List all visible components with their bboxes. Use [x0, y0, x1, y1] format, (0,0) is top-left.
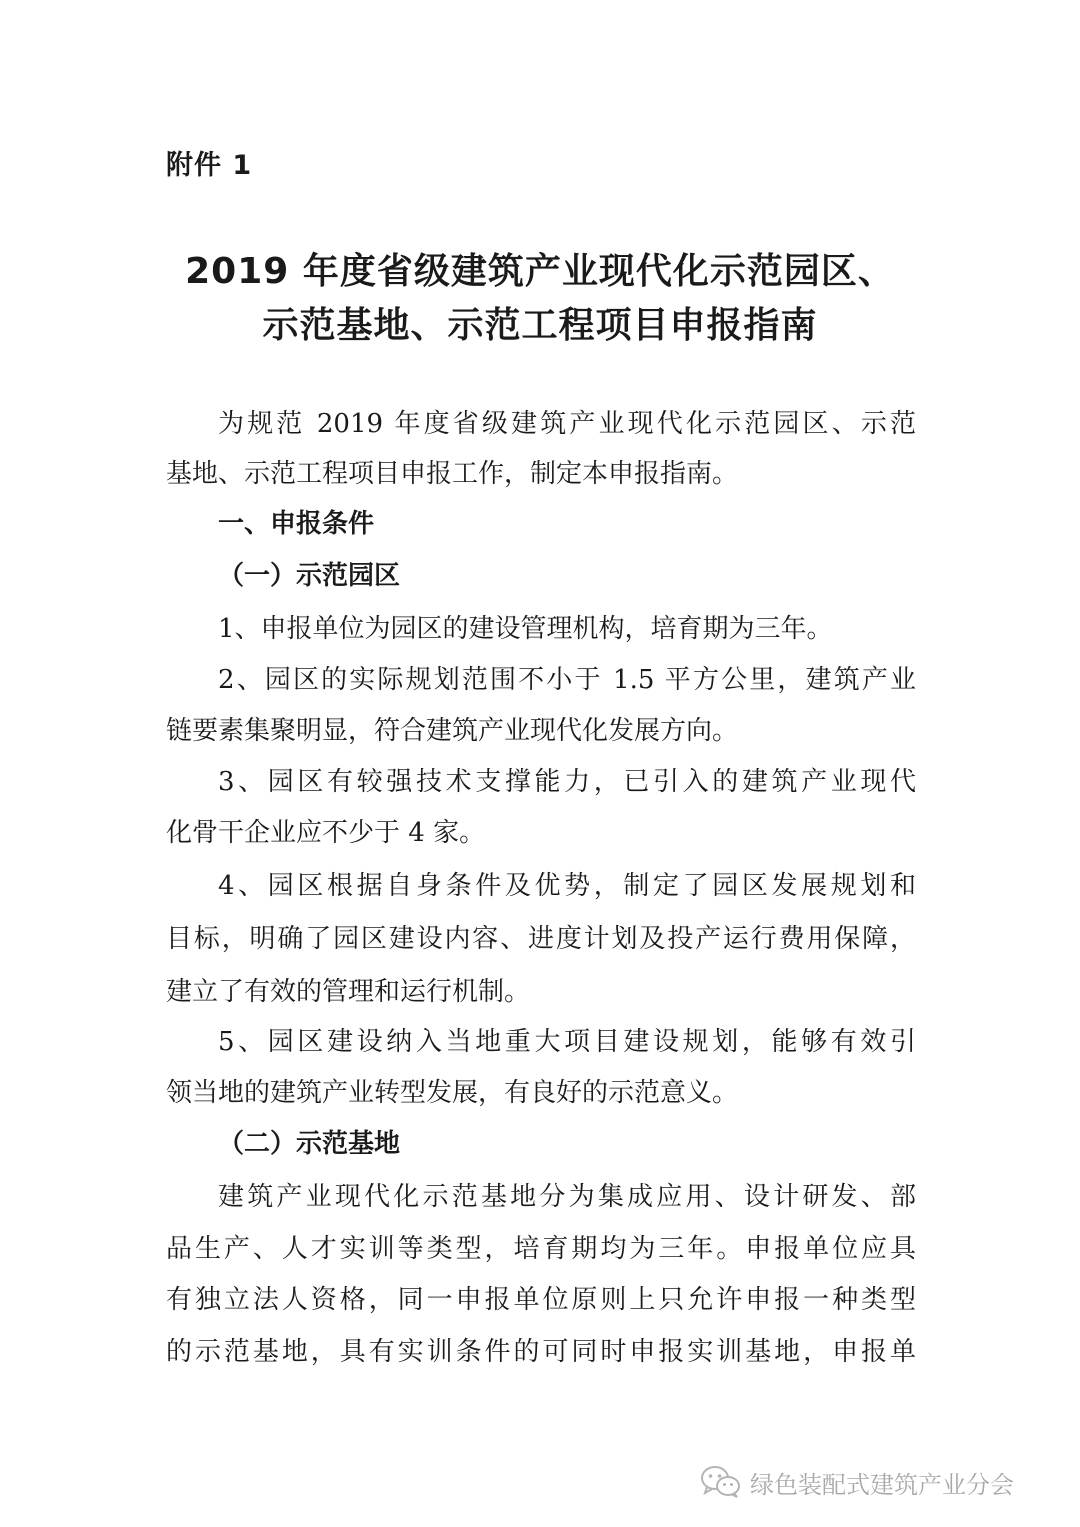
- item-3-line-2: 化骨干企业应不少于 4 家。: [166, 818, 486, 848]
- base-paragraph-line-1: 建筑产业现代化示范基地分为集成应用、设计研发、部: [218, 1182, 916, 1212]
- item-2-line-1: 2、园区的实际规划范围不小于 1.5 平方公里，建筑产业: [218, 665, 916, 695]
- item-5-line-2: 领当地的建筑产业转型发展，有良好的示范意义。: [166, 1078, 739, 1108]
- subsection-heading-1: （一）示范园区: [218, 561, 401, 591]
- item-1-line-1: 1、申报单位为园区的建设管理机构，培育期为三年。: [218, 614, 833, 644]
- base-paragraph-line-3: 有独立法人资格，同一申报单位原则上只允许申报一种类型: [166, 1285, 916, 1315]
- document-title-line-2: 示范基地、示范工程项目申报指南: [262, 305, 818, 346]
- watermark: [700, 1462, 1014, 1502]
- watermark-text: 绿色装配式建筑产业分会: [750, 1470, 1014, 1499]
- intro-paragraph-line-1: 为规范 2019 年度省级建筑产业现代化示范园区、示范: [218, 409, 916, 439]
- base-paragraph-line-4: 的示范基地，具有实训条件的可同时申报实训基地，申报单: [166, 1337, 916, 1367]
- section-heading-1: 一、申报条件: [218, 509, 375, 539]
- item-4-line-1: 4、园区根据自身条件及优势，制定了园区发展规划和: [218, 871, 916, 901]
- item-4-line-2: 目标，明确了园区建设内容、进度计划及投产运行费用保障，: [166, 924, 916, 954]
- item-2-line-2: 链要素集聚明显，符合建筑产业现代化发展方向。: [166, 716, 739, 746]
- item-5-line-1: 5、园区建设纳入当地重大项目建设规划，能够有效引: [218, 1027, 916, 1057]
- subsection-heading-2: （二）示范基地: [218, 1129, 401, 1159]
- item-3-line-1: 3、园区有较强技术支撑能力，已引入的建筑产业现代: [218, 767, 916, 797]
- base-paragraph-line-2: 品生产、人才实训等类型，培育期均为三年。申报单位应具: [166, 1234, 916, 1264]
- item-4-line-3: 建立了有效的管理和运行机制。: [166, 977, 531, 1007]
- wechat-icon: [700, 1465, 742, 1499]
- attachment-label: 附件 1: [166, 150, 253, 181]
- intro-paragraph-line-2: 基地、示范工程项目申报工作，制定本申报指南。: [166, 459, 739, 489]
- document-title-line-1: 2019 年度省级建筑产业现代化示范园区、: [185, 251, 895, 292]
